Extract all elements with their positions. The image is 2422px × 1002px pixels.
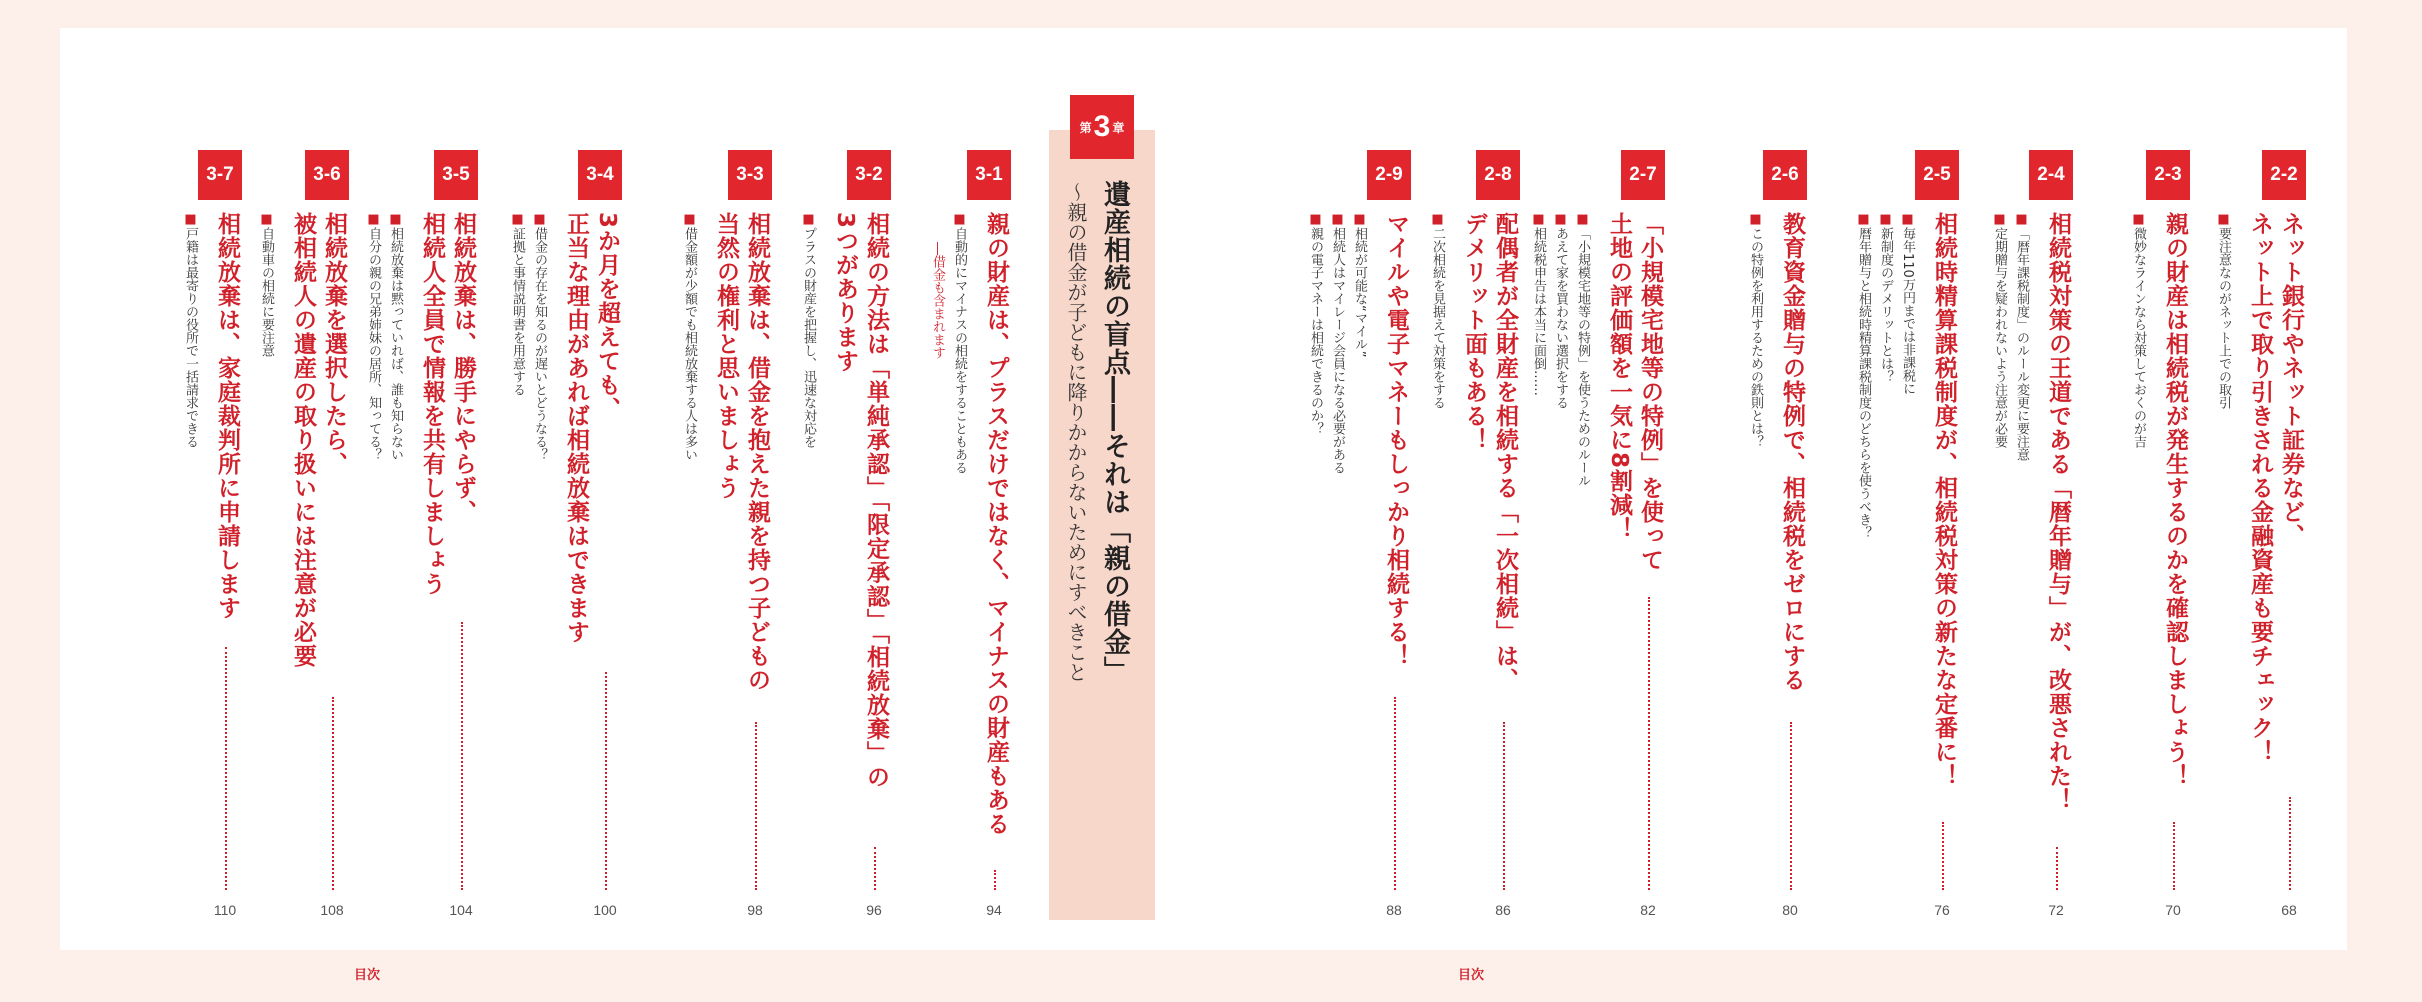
section-point-text: この特例を利用するための鉄則とは？: [1748, 227, 1763, 448]
section-point: [1896, 212, 1918, 539]
section-title[interactable]: [980, 212, 1011, 836]
section-point: [528, 212, 550, 461]
section-points: [1304, 212, 1370, 474]
chapter-subtitle: ～親の借金が子どもに降りかからないためにすべきこと: [1064, 182, 1088, 682]
square-bullet-icon: ■: [1992, 212, 2007, 227]
section-number-badge: 2-3: [2146, 150, 2190, 200]
leader-dotted-line: [1942, 822, 1944, 890]
chapter-label-post: 章: [1112, 120, 1125, 135]
leader-dotted-line: [755, 722, 757, 890]
square-bullet-icon: ■: [532, 212, 547, 227]
section-title[interactable]: [1380, 212, 1411, 668]
section-number-badge: 2-9: [1367, 150, 1411, 200]
section-title-line: 当然の権利と思いましょう: [713, 212, 739, 500]
square-bullet-icon: ■: [2131, 212, 2146, 227]
section-points: [2127, 212, 2149, 448]
section-point: [678, 212, 700, 461]
section-title-line: 相続税対策の王道である「暦年贈与」が、改悪された！: [2045, 212, 2071, 812]
section-points: [797, 212, 819, 448]
section-points: [678, 212, 700, 461]
section-point: [362, 212, 384, 461]
page-number[interactable]: 98: [747, 902, 763, 918]
square-bullet-icon: ■: [366, 212, 381, 227]
section-point: [384, 212, 406, 461]
chapter-title: 遺産相続の盲点――それは「親の借金」: [1099, 180, 1130, 684]
page-number[interactable]: 70: [2165, 902, 2181, 918]
section-number-badge: 2-2: [2262, 150, 2306, 200]
section-number-badge: 2-6: [1763, 150, 1807, 200]
leader-dotted-line: [461, 622, 463, 890]
section-number-badge: 3-4: [578, 150, 622, 200]
chapter-label-pre: 第: [1079, 120, 1092, 135]
section-title[interactable]: [2159, 212, 2190, 788]
chapter-badge: [1070, 95, 1134, 159]
section-point-text: 自動車の相続に要注意: [259, 227, 274, 357]
square-bullet-icon: ■: [2014, 212, 2029, 227]
square-bullet-icon: ■: [388, 212, 403, 227]
section-title-line: 親の財産は、プラスだけではなく、マイナスの財産もある: [983, 212, 1009, 836]
chapter-number: 3: [1093, 110, 1111, 143]
section-title[interactable]: [560, 212, 622, 644]
square-bullet-icon: ■: [1308, 212, 1323, 227]
square-bullet-icon: ■: [1553, 212, 1568, 227]
section-title-line: 被相続人の遺産の取り扱いには注意が必要: [290, 212, 316, 668]
section-title[interactable]: [1776, 212, 1807, 692]
page-number[interactable]: 94: [986, 902, 1002, 918]
section-points: [1744, 212, 1766, 448]
section-title-line: 3か月を超えても、: [594, 212, 620, 422]
section-title[interactable]: [710, 212, 772, 692]
section-point-text: 相続人はマイレージ会員になる必要がある: [1330, 227, 1345, 474]
section-points: [1527, 212, 1593, 487]
section-points: [926, 212, 970, 474]
section-point: [2127, 212, 2149, 448]
section-title-line: 土地の評価額を一気に8割減！: [1606, 212, 1632, 542]
square-bullet-icon: ■: [1575, 212, 1590, 227]
section-points: [362, 212, 406, 461]
square-bullet-icon: ■: [259, 212, 274, 227]
section-point-text: 暦年贈与と相続時精算課税制度のどちらを使うべき？: [1856, 227, 1871, 539]
square-bullet-icon: ■: [1531, 212, 1546, 227]
section-point-text: 「小規模宅地等の特例」を使うためのルール: [1575, 227, 1590, 487]
page-number[interactable]: 108: [320, 902, 344, 918]
section-title-line: 3つがあります: [832, 212, 858, 374]
section-point-text: あえて家を買わない選択をする: [1553, 227, 1568, 409]
section-point: [948, 212, 970, 474]
square-bullet-icon: ■: [1430, 212, 1445, 227]
section-title-line: 相続の方法は「単純承認」「限定承認」「相続放棄」の: [863, 212, 889, 789]
page-number[interactable]: 110: [213, 902, 237, 918]
square-bullet-icon: ■: [1352, 212, 1367, 227]
section-points: [2212, 212, 2234, 409]
leader-dotted-line: [874, 847, 876, 890]
page-number[interactable]: 82: [1640, 902, 1656, 918]
leader-dotted-line: [605, 672, 607, 890]
section-title[interactable]: [2042, 212, 2073, 812]
section-point-text: 定期贈与を疑われないよう注意が必要: [1992, 227, 2007, 448]
section-title-line: ネット上で取り引きされる金融資産も要チェック！: [2247, 212, 2273, 764]
section-points: [1852, 212, 1918, 539]
section-number-badge: 3-7: [198, 150, 242, 200]
section-title-line: 「小規模宅地等の特例」を使って: [1637, 212, 1663, 572]
square-bullet-icon: ■: [1856, 212, 1871, 227]
section-title[interactable]: [2244, 212, 2306, 764]
section-title-line: 相続放棄は、借金を抱えた親を持つ子どもの: [744, 212, 770, 692]
section-point-text: 借金額が少額でも相続放棄する人は多い: [682, 227, 697, 461]
section-point-text: 「暦年課税制度」のルール変更に要注意: [2014, 227, 2029, 461]
section-point: [1304, 212, 1326, 474]
square-bullet-icon: ■: [801, 212, 816, 227]
section-number-badge: 2-5: [1915, 150, 1959, 200]
leader-dotted-line: [1648, 597, 1650, 890]
section-point-text: 証拠と事情説明書を用意する: [510, 227, 525, 396]
section-point: [1326, 212, 1348, 474]
section-point-text: 微妙なラインなら対策しておくのが吉: [2131, 227, 2146, 448]
section-point-text: 相続税申告は本当に面倒……: [1531, 227, 1546, 396]
section-point: [2212, 212, 2234, 409]
square-bullet-icon: ■: [1878, 212, 1893, 227]
section-point-text: 自分の親の兄弟姉妹の居所、知ってる？: [366, 227, 381, 461]
section-point: [1549, 212, 1571, 487]
section-points: [1988, 212, 2032, 461]
section-point-text: 自動的にマイナスの相続をすることもある: [952, 227, 967, 474]
section-subpoint: [926, 212, 948, 474]
section-point-text: プラスの財産を把握し、迅速な対応を: [801, 227, 816, 448]
section-title[interactable]: [287, 212, 349, 668]
section-title-line: 相続放棄を選択したら、: [321, 212, 347, 476]
leader-dotted-line: [994, 870, 996, 890]
section-title[interactable]: [211, 212, 242, 620]
section-title[interactable]: [1603, 212, 1665, 572]
section-number-badge: 2-7: [1621, 150, 1665, 200]
section-title-line: 親の財産は相続税が発生するのかを確認しましょう！: [2162, 212, 2188, 788]
section-point-text: 相続が可能な“マイル”: [1352, 227, 1367, 358]
section-point: [255, 212, 277, 357]
section-point-text: 毎年110万円までは非課税に: [1900, 227, 1915, 395]
section-point: [1988, 212, 2010, 461]
section-title-line: 配偶者が全財産を相続する「一次相続」は、: [1492, 212, 1518, 692]
square-bullet-icon: ■: [1748, 212, 1763, 227]
square-bullet-icon: ■: [952, 212, 967, 227]
section-point-text: 相続放棄は黙っていれば、誰も知らない: [388, 227, 403, 461]
square-bullet-icon: ■: [183, 212, 198, 227]
section-point: [1527, 212, 1549, 487]
section-point: [1744, 212, 1766, 448]
section-number-badge: 3-6: [305, 150, 349, 200]
section-title-line: 相続人全員で情報を共有しましょう: [419, 212, 445, 596]
square-bullet-icon: ■: [510, 212, 525, 227]
section-title-line: ネット銀行やネット証券など、: [2278, 212, 2304, 548]
section-title-line: 相続放棄は、家庭裁判所に申請します: [214, 212, 240, 620]
leader-dotted-line: [1790, 722, 1792, 890]
section-number-badge: 3-3: [728, 150, 772, 200]
section-title[interactable]: [1928, 212, 1959, 788]
page-number[interactable]: 104: [449, 902, 473, 918]
section-points: [255, 212, 277, 357]
footer-label-right: 目次: [1458, 968, 1485, 983]
page-number[interactable]: 76: [1934, 902, 1950, 918]
section-point: [2010, 212, 2032, 461]
section-title-line: 正当な理由があれば相続放棄はできます: [563, 212, 589, 644]
leader-dotted-line: [2056, 847, 2058, 890]
section-point-text: 要注意なのがネット上での取引: [2216, 227, 2231, 409]
section-point: [1874, 212, 1896, 539]
section-points: [1426, 212, 1448, 409]
page-number[interactable]: 68: [2281, 902, 2297, 918]
square-bullet-icon: ■: [2216, 212, 2231, 227]
square-bullet-icon: ■: [1900, 212, 1915, 227]
section-title-line: 相続放棄は、勝手にやらず、: [450, 212, 476, 524]
section-number-badge: 3-5: [434, 150, 478, 200]
section-subpoint-text: ―借金も含まれます: [930, 242, 945, 359]
leader-dotted-line: [332, 697, 334, 890]
section-point: [1348, 212, 1370, 474]
section-title-line: マイルや電子マネーもしっかり相続する！: [1383, 212, 1409, 668]
section-title[interactable]: [1458, 212, 1520, 692]
section-number-badge: 3-2: [847, 150, 891, 200]
square-bullet-icon: ■: [682, 212, 697, 227]
page-number[interactable]: 80: [1782, 902, 1798, 918]
section-point-text: 二次相続を見据えて対策をする: [1430, 227, 1445, 409]
page-number[interactable]: 100: [593, 902, 617, 918]
page-number[interactable]: 96: [866, 902, 882, 918]
leader-dotted-line: [2289, 797, 2291, 890]
section-points: [179, 212, 201, 448]
section-point-text: 新制度のデメリットとは？: [1878, 227, 1893, 383]
page-number[interactable]: 88: [1386, 902, 1402, 918]
footer-label-left: 目次: [354, 968, 381, 983]
section-number-badge: 2-4: [2029, 150, 2073, 200]
section-point-text: 戸籍は最寄りの役所で一括請求できる: [183, 227, 198, 448]
section-point: [506, 212, 528, 461]
leader-dotted-line: [2173, 822, 2175, 890]
section-number-badge: 3-1: [967, 150, 1011, 200]
section-title-line: 相続時精算課税制度が、相続税対策の新たな定番に！: [1931, 212, 1957, 788]
section-points: [506, 212, 550, 461]
leader-dotted-line: [1503, 722, 1505, 890]
page-number[interactable]: 86: [1495, 902, 1511, 918]
section-point: [179, 212, 201, 448]
section-title-line: 教育資金贈与の特例で、相続税をゼロにする: [1779, 212, 1805, 692]
section-point: [1426, 212, 1448, 409]
section-title[interactable]: [416, 212, 478, 596]
leader-dotted-line: [1394, 697, 1396, 890]
section-point: [1852, 212, 1874, 539]
section-point: [1571, 212, 1593, 487]
square-bullet-icon: ■: [1330, 212, 1345, 227]
section-point-text: 親の電子マネーは相続できるのか？: [1308, 227, 1323, 435]
section-point: [797, 212, 819, 448]
section-title-line: デメリット面もある！: [1461, 212, 1487, 452]
page-sheet: [60, 28, 2347, 950]
leader-dotted-line: [225, 647, 227, 890]
page-number[interactable]: 72: [2048, 902, 2064, 918]
section-title[interactable]: [829, 212, 891, 789]
section-number-badge: 2-8: [1476, 150, 1520, 200]
section-point-text: 借金の存在を知るのが遅いとどうなる？: [532, 227, 547, 461]
